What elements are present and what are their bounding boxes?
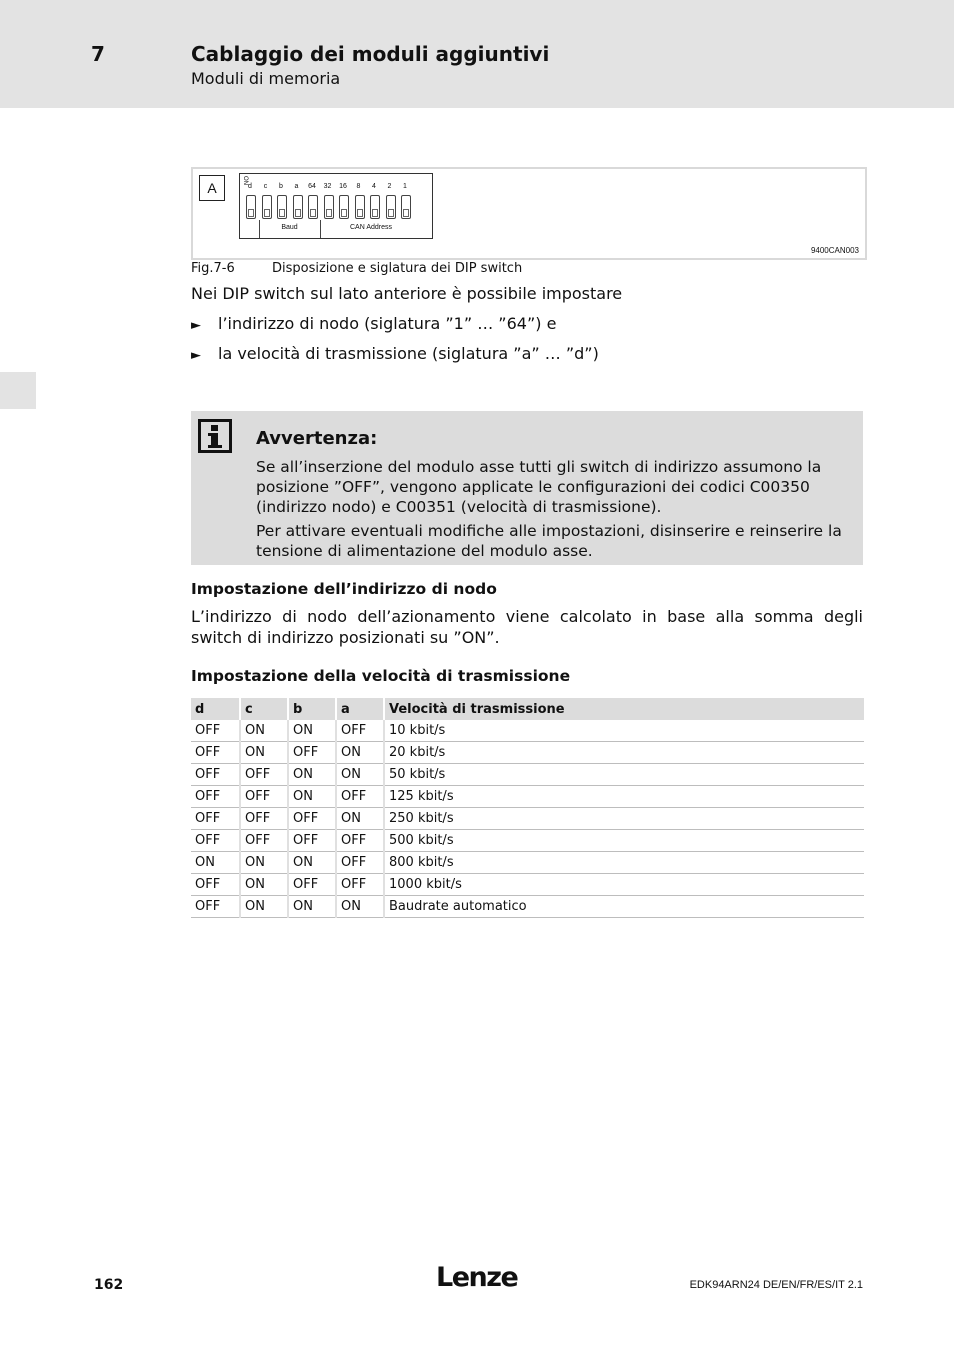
table-cell: OFF <box>336 874 384 896</box>
dip-switch <box>293 195 303 219</box>
figure-caption-text: Disposizione e siglatura dei DIP switch <box>272 261 523 276</box>
table-header-row <box>191 698 864 720</box>
dip-switch-label: 2 <box>387 183 392 190</box>
table-cell: OFF <box>191 830 240 852</box>
node-address-heading: Impostazione dell’indirizzo di nodo <box>191 580 497 598</box>
dip-switch-label: 4 <box>372 183 376 190</box>
table-cell: 500 kbit/s <box>384 830 864 852</box>
note-paragraph: Per attivare eventuali modifiche alle impostazioni, disinserire e reinserire la tensione di alimentazione del modulo asse. <box>256 522 842 560</box>
dip-switch-block <box>239 173 433 239</box>
table-cell: OFF <box>288 742 336 764</box>
dip-switch <box>262 195 272 219</box>
dip-switch-label: c <box>263 183 268 190</box>
table-cell: OFF <box>288 808 336 830</box>
bullet-text: la velocità di trasmissione (siglatura ”a” … ”d”) <box>218 344 599 363</box>
table-cell: ON <box>240 742 288 764</box>
dip-switch-knob <box>264 209 270 217</box>
dip-switch <box>246 195 256 219</box>
dip-switch-knob <box>295 209 301 217</box>
page-number: 162 <box>94 1277 124 1293</box>
table-cell: OFF <box>191 874 240 896</box>
table-cell: OFF <box>240 808 288 830</box>
on-label-text: ON <box>242 176 248 185</box>
table-cell: 20 kbit/s <box>384 742 864 764</box>
bullet-arrow-icon: ► <box>191 348 201 363</box>
table-row <box>191 874 864 896</box>
table-row <box>191 830 864 852</box>
note-paragraph: Se all’inserzione del modulo asse tutti gli switch di indirizzo assumono la posizione ”OFF”, vengono applicate le configurazioni dei codici C00350 (indirizzo nodo) e C00351 (velocità di trasmissione). <box>256 458 822 516</box>
table-cell: OFF <box>191 742 240 764</box>
dip-switch <box>324 195 334 219</box>
table-cell: 1000 kbit/s <box>384 874 864 896</box>
document-id: EDK94ARN24 DE/EN/FR/ES/IT 2.1 <box>689 1279 863 1291</box>
table-cell: OFF <box>191 808 240 830</box>
chapter-number: 7 <box>91 42 105 66</box>
column-header: a <box>336 698 384 720</box>
table-cell: OFF <box>336 852 384 874</box>
table-cell: ON <box>336 896 384 918</box>
note-title: Avvertenza: <box>256 428 378 449</box>
table-cell: OFF <box>191 764 240 786</box>
table-cell: OFF <box>240 786 288 808</box>
table-cell: OFF <box>191 720 240 742</box>
table-cell: ON <box>288 852 336 874</box>
column-header: c <box>240 698 288 720</box>
column-header: b <box>288 698 336 720</box>
figure-marker-a: A <box>199 175 225 201</box>
table-cell: 125 kbit/s <box>384 786 864 808</box>
table-cell: Baudrate automatico <box>384 896 864 918</box>
table-cell: OFF <box>336 830 384 852</box>
figure-caption-number: Fig.7-6 <box>191 261 235 276</box>
table-cell: ON <box>336 742 384 764</box>
table-cell: ON <box>240 896 288 918</box>
baud-group-label: Baud <box>281 224 298 231</box>
can-address-group-label: CAN Address <box>349 224 393 231</box>
bullet-text: l’indirizzo di nodo (siglatura ”1” … ”64”) e <box>218 314 557 333</box>
dip-switch-label: d <box>248 183 252 190</box>
table-cell: OFF <box>191 896 240 918</box>
dip-switch-knob <box>310 209 316 217</box>
table-row <box>191 720 864 742</box>
intro-text: Nei DIP switch sul lato anteriore è possibile impostare <box>191 284 623 303</box>
dip-switch <box>401 195 411 219</box>
table-cell: 800 kbit/s <box>384 852 864 874</box>
bullet-arrow-icon: ► <box>191 318 201 333</box>
column-header: Velocità di trasmissione <box>384 698 864 720</box>
table-cell: ON <box>240 874 288 896</box>
dip-switch-knob <box>341 209 347 217</box>
table-cell: ON <box>288 764 336 786</box>
baud-rate-table <box>191 698 864 918</box>
dip-switch-knob <box>403 209 409 217</box>
dip-switch-knob <box>279 209 285 217</box>
table-row <box>191 808 864 830</box>
table-cell: ON <box>336 808 384 830</box>
dip-switch-label: a <box>294 183 299 190</box>
dip-switch <box>339 195 349 219</box>
dip-switch <box>370 195 380 219</box>
table-cell: OFF <box>191 786 240 808</box>
dip-switch-knob <box>372 209 378 217</box>
table-row <box>191 896 864 918</box>
lenze-logo: Lenze <box>436 1262 518 1293</box>
dip-switch-figure <box>191 167 867 260</box>
dip-switch-knob <box>248 209 254 217</box>
node-address-text: L’indirizzo di nodo dell’azionamento viene calcolato in base alla somma degli switch di indirizzo posizionati su ”ON”. <box>191 607 863 647</box>
baud-rate-heading: Impostazione della velocità di trasmissione <box>191 667 571 685</box>
chapter-title: Cablaggio dei moduli aggiuntivi <box>191 42 550 66</box>
dip-switch-label: 8 <box>356 183 361 190</box>
table-cell: OFF <box>288 830 336 852</box>
dip-switch-label: 64 <box>308 183 316 190</box>
table-cell: ON <box>240 852 288 874</box>
table-cell: ON <box>288 896 336 918</box>
bullet-item <box>191 344 599 363</box>
dip-switch-knob <box>388 209 394 217</box>
chapter-subtitle: Moduli di memoria <box>191 69 341 88</box>
table-row <box>191 852 864 874</box>
bullet-item <box>191 314 556 333</box>
table-row <box>191 764 864 786</box>
table-cell: OFF <box>336 720 384 742</box>
note-box <box>191 411 863 565</box>
table-cell: ON <box>191 852 240 874</box>
table-cell: 50 kbit/s <box>384 764 864 786</box>
dip-switch-knob <box>326 209 332 217</box>
table-cell: ON <box>288 786 336 808</box>
table-cell: OFF <box>240 764 288 786</box>
table-cell: OFF <box>336 786 384 808</box>
dip-switch-label: 32 <box>323 183 332 190</box>
table-cell: ON <box>288 720 336 742</box>
dip-switch-label: 16 <box>339 183 347 190</box>
table-cell: 250 kbit/s <box>384 808 864 830</box>
side-tab-marker <box>0 372 36 409</box>
dip-switch <box>355 195 365 219</box>
dip-switch-label: 1 <box>403 183 407 190</box>
table-cell: ON <box>336 764 384 786</box>
dip-switch-label: b <box>279 183 283 190</box>
table-cell: 10 kbit/s <box>384 720 864 742</box>
column-header: d <box>191 698 240 720</box>
table-row <box>191 786 864 808</box>
table-cell: OFF <box>288 874 336 896</box>
info-icon <box>198 419 232 453</box>
table-cell: OFF <box>240 830 288 852</box>
dip-switch <box>308 195 318 219</box>
dip-switch <box>386 195 396 219</box>
table-row <box>191 742 864 764</box>
figure-code: 9400CAN003 <box>810 246 859 255</box>
dip-switch <box>277 195 287 219</box>
dip-switch-knob <box>357 209 363 217</box>
table-cell: ON <box>240 720 288 742</box>
